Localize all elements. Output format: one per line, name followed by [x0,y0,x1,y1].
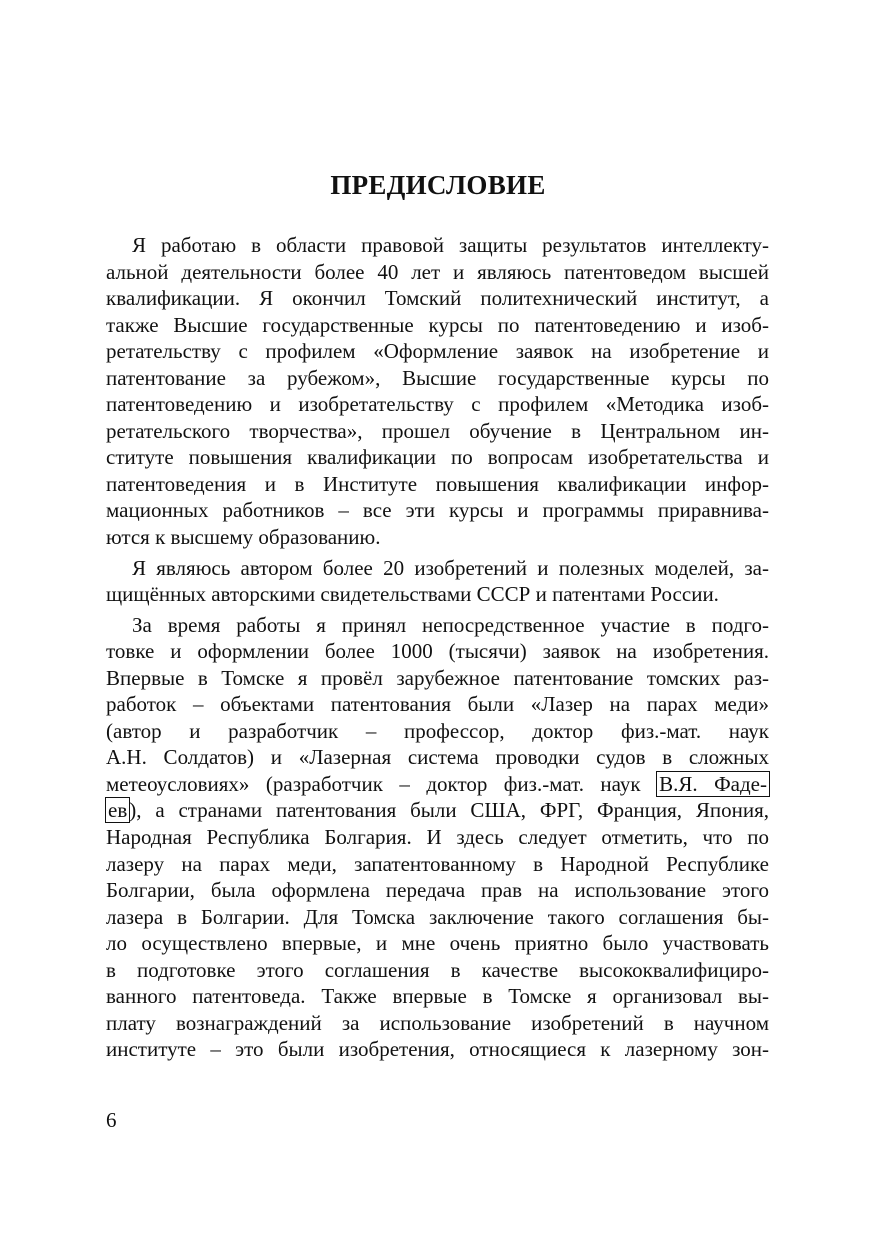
paragraph [106,612,769,1063]
highlighted-name: ев [108,798,128,823]
text-line: Впервые в Томске я провёл зарубежное патентование томских раз- [106,665,769,690]
text-line: патентоведению и изобретательству с профилем «Методика изоб- [106,392,769,417]
text-line: работок – объектами патентования были «Лазер на парах меди» [106,692,769,717]
text-line: ретательству с профилем «Оформление заявок на изобретение и [106,339,769,364]
text-line: За время работы я принял непосредственное участие в подго- [132,612,769,637]
text-line [106,771,769,798]
text-line: Народная Республика Болгария. И здесь следует отметить, что по [106,825,769,850]
text-line: щищённых авторскими свидетельствами СССР и патентами России. [106,582,719,607]
text-line: также Высшие государственные курсы по патентоведению и изоб- [106,312,769,337]
paragraph [106,555,769,608]
text-line: (автор и разработчик – профессор, доктор физ.-мат. наук [106,718,769,743]
text-fragment: ), а странами патентования были США, ФРГ, Франция, Япония, [129,798,769,823]
text-line: плату вознаграждений за использование изобретений в научном [106,1010,769,1035]
text-line: институте – это были изобретения, относящиеся к лазерному зон- [106,1037,769,1062]
text-line [106,797,769,824]
page-title: ПРЕДИСЛОВИЕ [330,170,546,200]
text-line: ституте повышения квалификации по вопросам изобретательства и [106,445,769,470]
text-line: ванного патентоведа. Также впервые в Томске я организовал вы- [106,984,769,1009]
page-number: 6 [106,1108,117,1132]
paragraph [106,232,769,551]
text-line: Болгарии, была оформлена передача прав на использование этого [106,878,769,903]
text-line: патентование за рубежом», Высшие государственные курсы по [106,365,769,390]
text-line: А.Н. Солдатов) и «Лазерная система проводки судов в сложных [106,745,769,770]
highlighted-name: В.Я. Фаде- [659,771,767,796]
body-text [106,232,769,1063]
text-line: лазера в Болгарии. Для Томска заключение такого соглашения бы- [106,904,769,929]
text-fragment: метеоусловиях» (разработчик – доктор физ.-мат. наук [106,771,658,796]
text-line: Я работаю в области правовой защиты результатов интеллекту- [132,233,769,257]
text-line: в подготовке этого соглашения в качестве высококвалифициро- [106,957,769,982]
text-line: лазеру на парах меди, запатентованному в Народной Республике [106,851,769,876]
text-line: патентоведения и в Институте повышения квалификации инфор- [106,471,769,496]
text-line: товке и оформлении более 1000 (тысячи) заявок на изобретения. [106,639,769,664]
text-line: ются к высшему образованию. [106,525,381,550]
text-line: ло осуществлено впервые, и мне очень приятно было участвовать [106,931,769,956]
text-line: мационных работников – все эти курсы и программы приравнива- [106,498,769,523]
text-line: Я являюсь автором более 20 изобретений и полезных моделей, за- [132,555,769,580]
text-line: альной деятельности более 40 лет и являюсь патентоведом высшей [106,259,769,284]
text-line: квалификации. Я окончил Томский политехнический институт, а [106,286,769,311]
text-line: ретательского творчества», прошел обучение в Центральном ин- [106,418,769,443]
